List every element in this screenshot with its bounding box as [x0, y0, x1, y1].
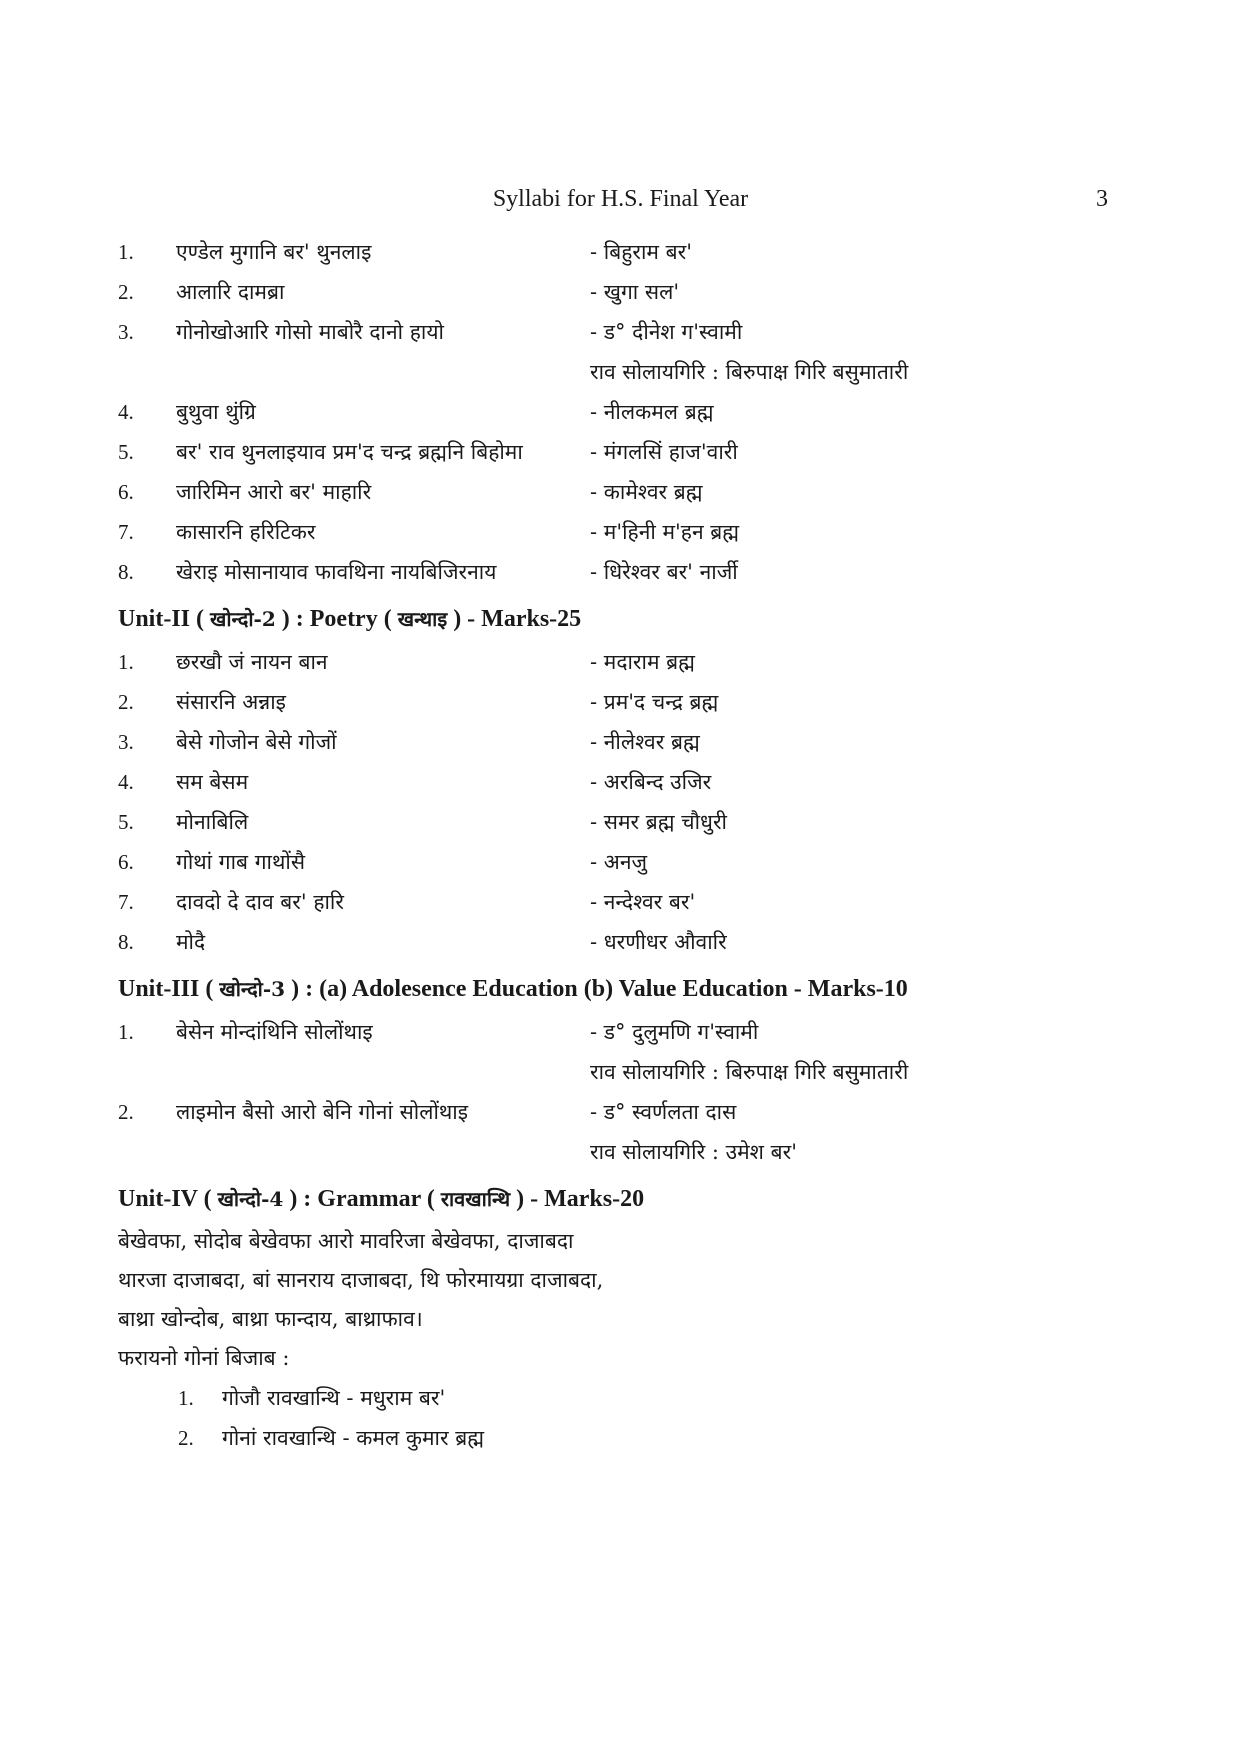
heading-text: रावखान्थि	[440, 1187, 511, 1211]
item-number: 5.	[118, 440, 134, 464]
item-author: - बिहुराम बर'	[590, 240, 692, 264]
item-author: - मंगलसिं हाज'वारी	[590, 440, 738, 464]
item-author: - धरणीधर औवारि	[590, 930, 727, 954]
list-item	[118, 642, 1128, 682]
book-item	[118, 1378, 1128, 1418]
heading-text: ) : Poetry (	[281, 606, 392, 632]
unit3-heading	[118, 966, 1128, 1012]
item-title: मोदै	[176, 930, 206, 954]
item-translator: राव सोलायगिरि : उमेश बर'	[590, 1140, 797, 1164]
item-number: 8.	[118, 930, 134, 954]
list-item	[118, 762, 1128, 802]
book-item	[118, 1418, 1128, 1458]
list-item	[118, 392, 1128, 432]
list-item	[118, 512, 1128, 552]
list-item-continuation	[118, 1052, 1128, 1092]
heading-text: ) - Marks-25	[453, 606, 582, 632]
item-author: - कामेश्वर ब्रह्म	[590, 480, 703, 504]
list-item	[118, 272, 1128, 312]
item-author: - प्रम'द चन्द्र ब्रह्म	[590, 690, 719, 714]
paragraph-line: थारजा दाजाबदा, बां सानराय दाजाबदा, थि फोरमायग्रा दाजाबदा,	[118, 1268, 604, 1292]
heading-text: खोन्दो-3	[219, 977, 286, 1001]
unit4-body	[118, 1222, 1128, 1458]
running-title: Syllabi for H.S. Final Year	[492, 186, 749, 212]
page-number: 3	[1096, 186, 1108, 212]
item-title: छरखौ जं नायन बान	[176, 650, 328, 674]
item-number: 4.	[118, 400, 134, 424]
unit2-heading	[118, 596, 1128, 642]
item-title: खेराइ मोसानायाव फावथिना नायबिजिरनाय	[176, 560, 497, 584]
heading-text: Unit-III (	[118, 976, 214, 1002]
item-number: 2.	[118, 280, 134, 304]
item-number: 2.	[178, 1426, 194, 1450]
unit1-list	[118, 232, 1128, 592]
heading-text: ) - Marks-20	[516, 1186, 645, 1212]
item-title: बर' राव थुनलाइयाव प्रम'द चन्द्र ब्रह्मनि बिहोमा	[176, 440, 523, 464]
item-title: आलारि दामब्रा	[176, 280, 285, 304]
item-number: 1.	[178, 1386, 194, 1410]
item-number: 2.	[118, 690, 134, 714]
item-author: - खुगा सल'	[590, 280, 680, 304]
item-author: - अनजु	[590, 850, 648, 874]
list-item-continuation	[118, 352, 1128, 392]
item-title: बेसे गोजोन बेसे गोजों	[176, 730, 337, 754]
heading-text: ) : (a) Adolesence Education (b) Value Education - Marks-10	[291, 976, 908, 1002]
item-number: 1.	[118, 1020, 134, 1044]
heading-text: ) : Grammar (	[289, 1186, 435, 1212]
list-item	[118, 882, 1128, 922]
item-number: 5.	[118, 810, 134, 834]
item-author: - ड° दीनेश ग'स्वामी	[590, 320, 743, 344]
item-author: - धिरेश्वर बर' नार्जी	[590, 560, 738, 584]
item-title: दावदो दे दाव बर' हारि	[176, 890, 344, 914]
item-author: - म'हिनी म'हन ब्रह्म	[590, 520, 740, 544]
item-number: 4.	[118, 770, 134, 794]
item-author: - नीलकमल ब्रह्म	[590, 400, 714, 424]
item-title: एण्डेल मुगानि बर' थुनलाइ	[176, 240, 372, 264]
item-author: - ड° दुलुमणि ग'स्वामी	[590, 1020, 759, 1044]
item-number: 7.	[118, 520, 134, 544]
heading-text: खोन्दो-2	[210, 607, 276, 631]
list-item	[118, 1092, 1128, 1132]
item-author: - समर ब्रह्म चौधुरी	[590, 810, 727, 834]
book-title: गोनां रावखान्थि - कमल कुमार ब्रह्म	[222, 1426, 485, 1450]
item-title: बेसेन मोन्दांथिनि सोलोंथाइ	[176, 1020, 373, 1044]
item-number: 7.	[118, 890, 134, 914]
list-item	[118, 232, 1128, 272]
item-number: 6.	[118, 480, 134, 504]
page-header	[0, 186, 1241, 218]
unit2-list	[118, 642, 1128, 962]
item-title: गोनोखोआरि गोसो माबोरै दानो हायो	[176, 320, 444, 344]
item-number: 2.	[118, 1100, 134, 1124]
list-item	[118, 312, 1128, 352]
unit4-heading	[118, 1176, 1128, 1222]
paragraph-line: फरायनो गोनां बिजाब :	[118, 1346, 290, 1370]
item-author: - अरबिन्द उजिर	[590, 770, 712, 794]
item-author: - नीलेश्वर ब्रह्म	[590, 730, 700, 754]
heading-text: खन्थाइ	[397, 607, 448, 631]
list-item	[118, 922, 1128, 962]
item-number: 6.	[118, 850, 134, 874]
list-item	[118, 842, 1128, 882]
item-number: 1.	[118, 240, 134, 264]
heading-text: Unit-II (	[118, 606, 205, 632]
item-title: गोथां गाब गाथोंसै	[176, 850, 306, 874]
list-item	[118, 552, 1128, 592]
paragraph-line: बेखेवफा, सोदोब बेखेवफा आरो मावरिजा बेखेवफा, दाजाबदा	[118, 1229, 574, 1253]
item-author: - मदाराम ब्रह्म	[590, 650, 695, 674]
item-author: - नन्देश्वर बर'	[590, 890, 696, 914]
page-content	[118, 232, 1128, 1458]
paragraph-line: बाथ्रा खोन्दोब, बाथ्रा फान्दाय, बाथ्राफाव।	[118, 1307, 423, 1331]
list-item	[118, 722, 1128, 762]
heading-text: खोन्दो-4	[217, 1187, 284, 1211]
item-translator: राव सोलायगिरि : बिरुपाक्ष गिरि बसुमातारी	[590, 1060, 909, 1084]
heading-text: Unit-IV (	[118, 1186, 212, 1212]
item-title: संसारनि अन्नाइ	[176, 690, 286, 714]
item-title: जारिमिन आरो बर' माहारि	[176, 480, 372, 504]
item-title: लाइमोन बैसो आरो बेनि गोनां सोलोंथाइ	[176, 1100, 469, 1124]
book-title: गोजौ रावखान्थि - मधुराम बर'	[222, 1386, 446, 1410]
item-title: कासारनि हरिटिकर	[176, 520, 316, 544]
item-number: 3.	[118, 730, 134, 754]
item-number: 8.	[118, 560, 134, 584]
list-item	[118, 1012, 1128, 1052]
list-item	[118, 802, 1128, 842]
item-number: 1.	[118, 650, 134, 674]
list-item	[118, 432, 1128, 472]
list-item	[118, 682, 1128, 722]
list-item-continuation	[118, 1132, 1128, 1172]
item-title: सम बेसम	[176, 770, 249, 794]
item-author: - ड° स्वर्णलता दास	[590, 1100, 737, 1124]
item-translator: राव सोलायगिरि : बिरुपाक्ष गिरि बसुमातारी	[590, 360, 909, 384]
item-number: 3.	[118, 320, 134, 344]
item-title: मोनाबिलि	[176, 810, 249, 834]
list-item	[118, 472, 1128, 512]
unit3-list	[118, 1012, 1128, 1172]
item-title: बुथुवा थुंग्रि	[176, 400, 256, 424]
